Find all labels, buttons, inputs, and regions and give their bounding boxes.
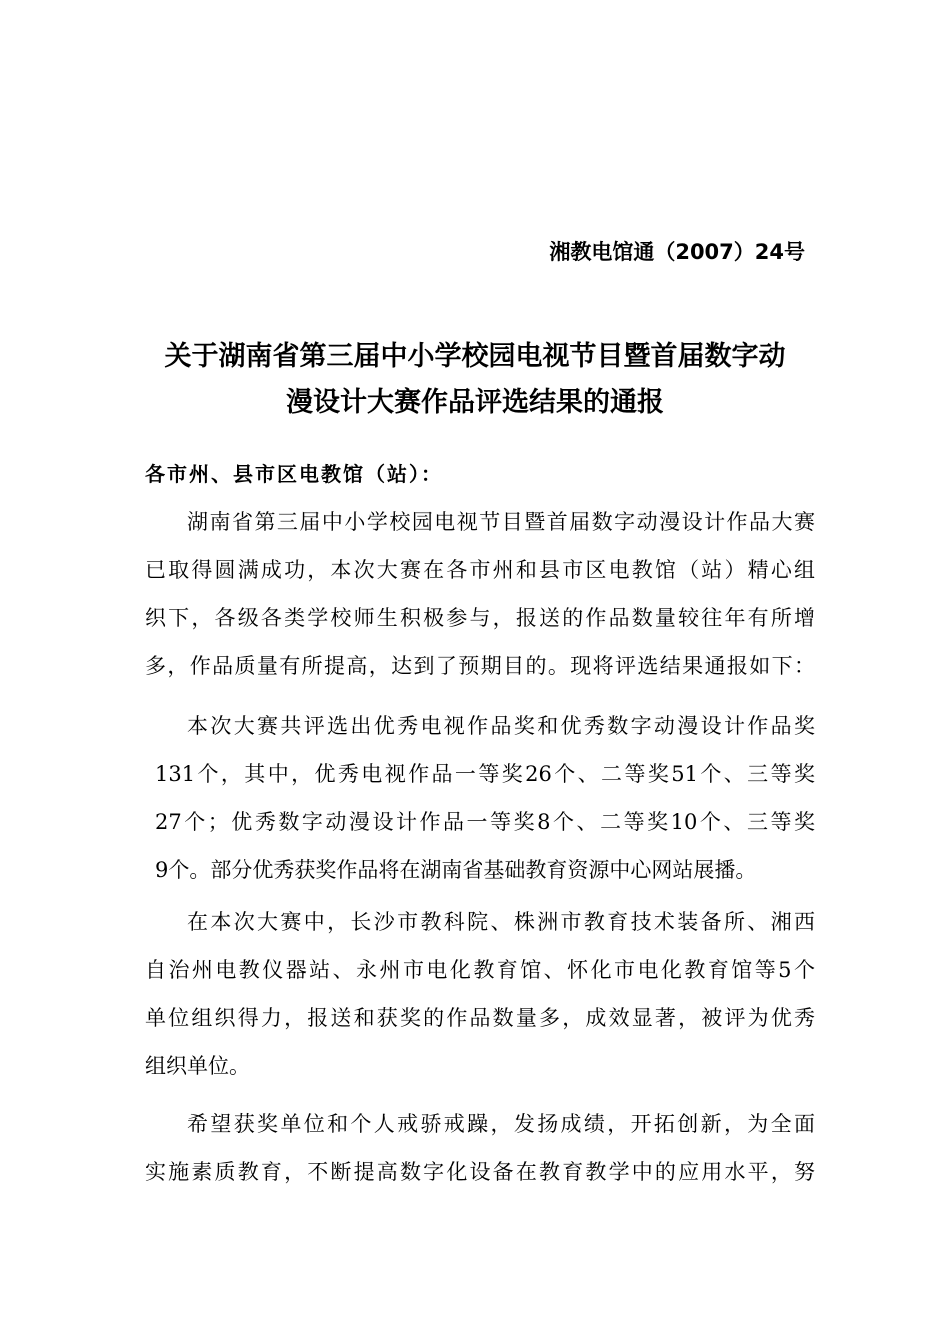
paragraph-line: 实施素质教育，不断提高数字化设备在教育教学中的应用水平，努 xyxy=(145,1160,815,1184)
paragraph-line: 希望获奖单位和个人戒骄戒躁，发扬成绩，开拓创新，为全面 xyxy=(187,1112,815,1136)
paragraph-line: 131个，其中，优秀电视作品一等奖26个、二等奖51个、三等奖 xyxy=(155,762,815,786)
paragraph-2 xyxy=(145,702,815,894)
paragraph-line: 织下，各级各类学校师生积极参与，报送的作品数量较往年有所增 xyxy=(145,606,815,630)
paragraph-line: 在本次大赛中，长沙市教科院、株洲市教育技术装备所、湘西 xyxy=(187,910,815,934)
paragraph-3 xyxy=(145,898,815,1090)
title-line: 关于湖南省第三届中小学校园电视节目暨首届数字动 xyxy=(164,341,786,372)
paragraph-line: 湖南省第三届中小学校园电视节目暨首届数字动漫设计作品大赛 xyxy=(187,510,815,534)
paragraph-line: 本次大赛共评选出优秀电视作品奖和优秀数字动漫设计作品奖 xyxy=(187,714,815,738)
paragraph-line: 已取得圆满成功，本次大赛在各市州和县市区电教馆（站）精心组 xyxy=(145,558,815,582)
paragraph-4 xyxy=(145,1100,815,1196)
title-line: 漫设计大赛作品评选结果的通报 xyxy=(286,387,664,418)
paragraph-line: 9个。部分优秀获奖作品将在湖南省基础教育资源中心网站展播。 xyxy=(155,858,757,882)
paragraph-1 xyxy=(145,498,815,690)
paragraph-line: 组织单位。 xyxy=(145,1054,250,1078)
salutation: 各市州、县市区电教馆（站）： xyxy=(145,462,443,486)
document-number: 湘教电馆通（2007）24号 xyxy=(549,240,805,264)
paragraph-line: 单位组织得力，报送和获奖的作品数量多，成效显著，被评为优秀 xyxy=(145,1006,815,1030)
paragraph-line: 多，作品质量有所提高，达到了预期目的。现将评选结果通报如下： xyxy=(145,654,815,678)
paragraph-line: 27个；优秀数字动漫设计作品一等奖8个、二等奖10个、三等奖 xyxy=(155,810,815,834)
document-title xyxy=(130,334,820,426)
paragraph-line: 自治州电教仪器站、永州市电化教育馆、怀化市电化教育馆等5个 xyxy=(145,958,815,982)
